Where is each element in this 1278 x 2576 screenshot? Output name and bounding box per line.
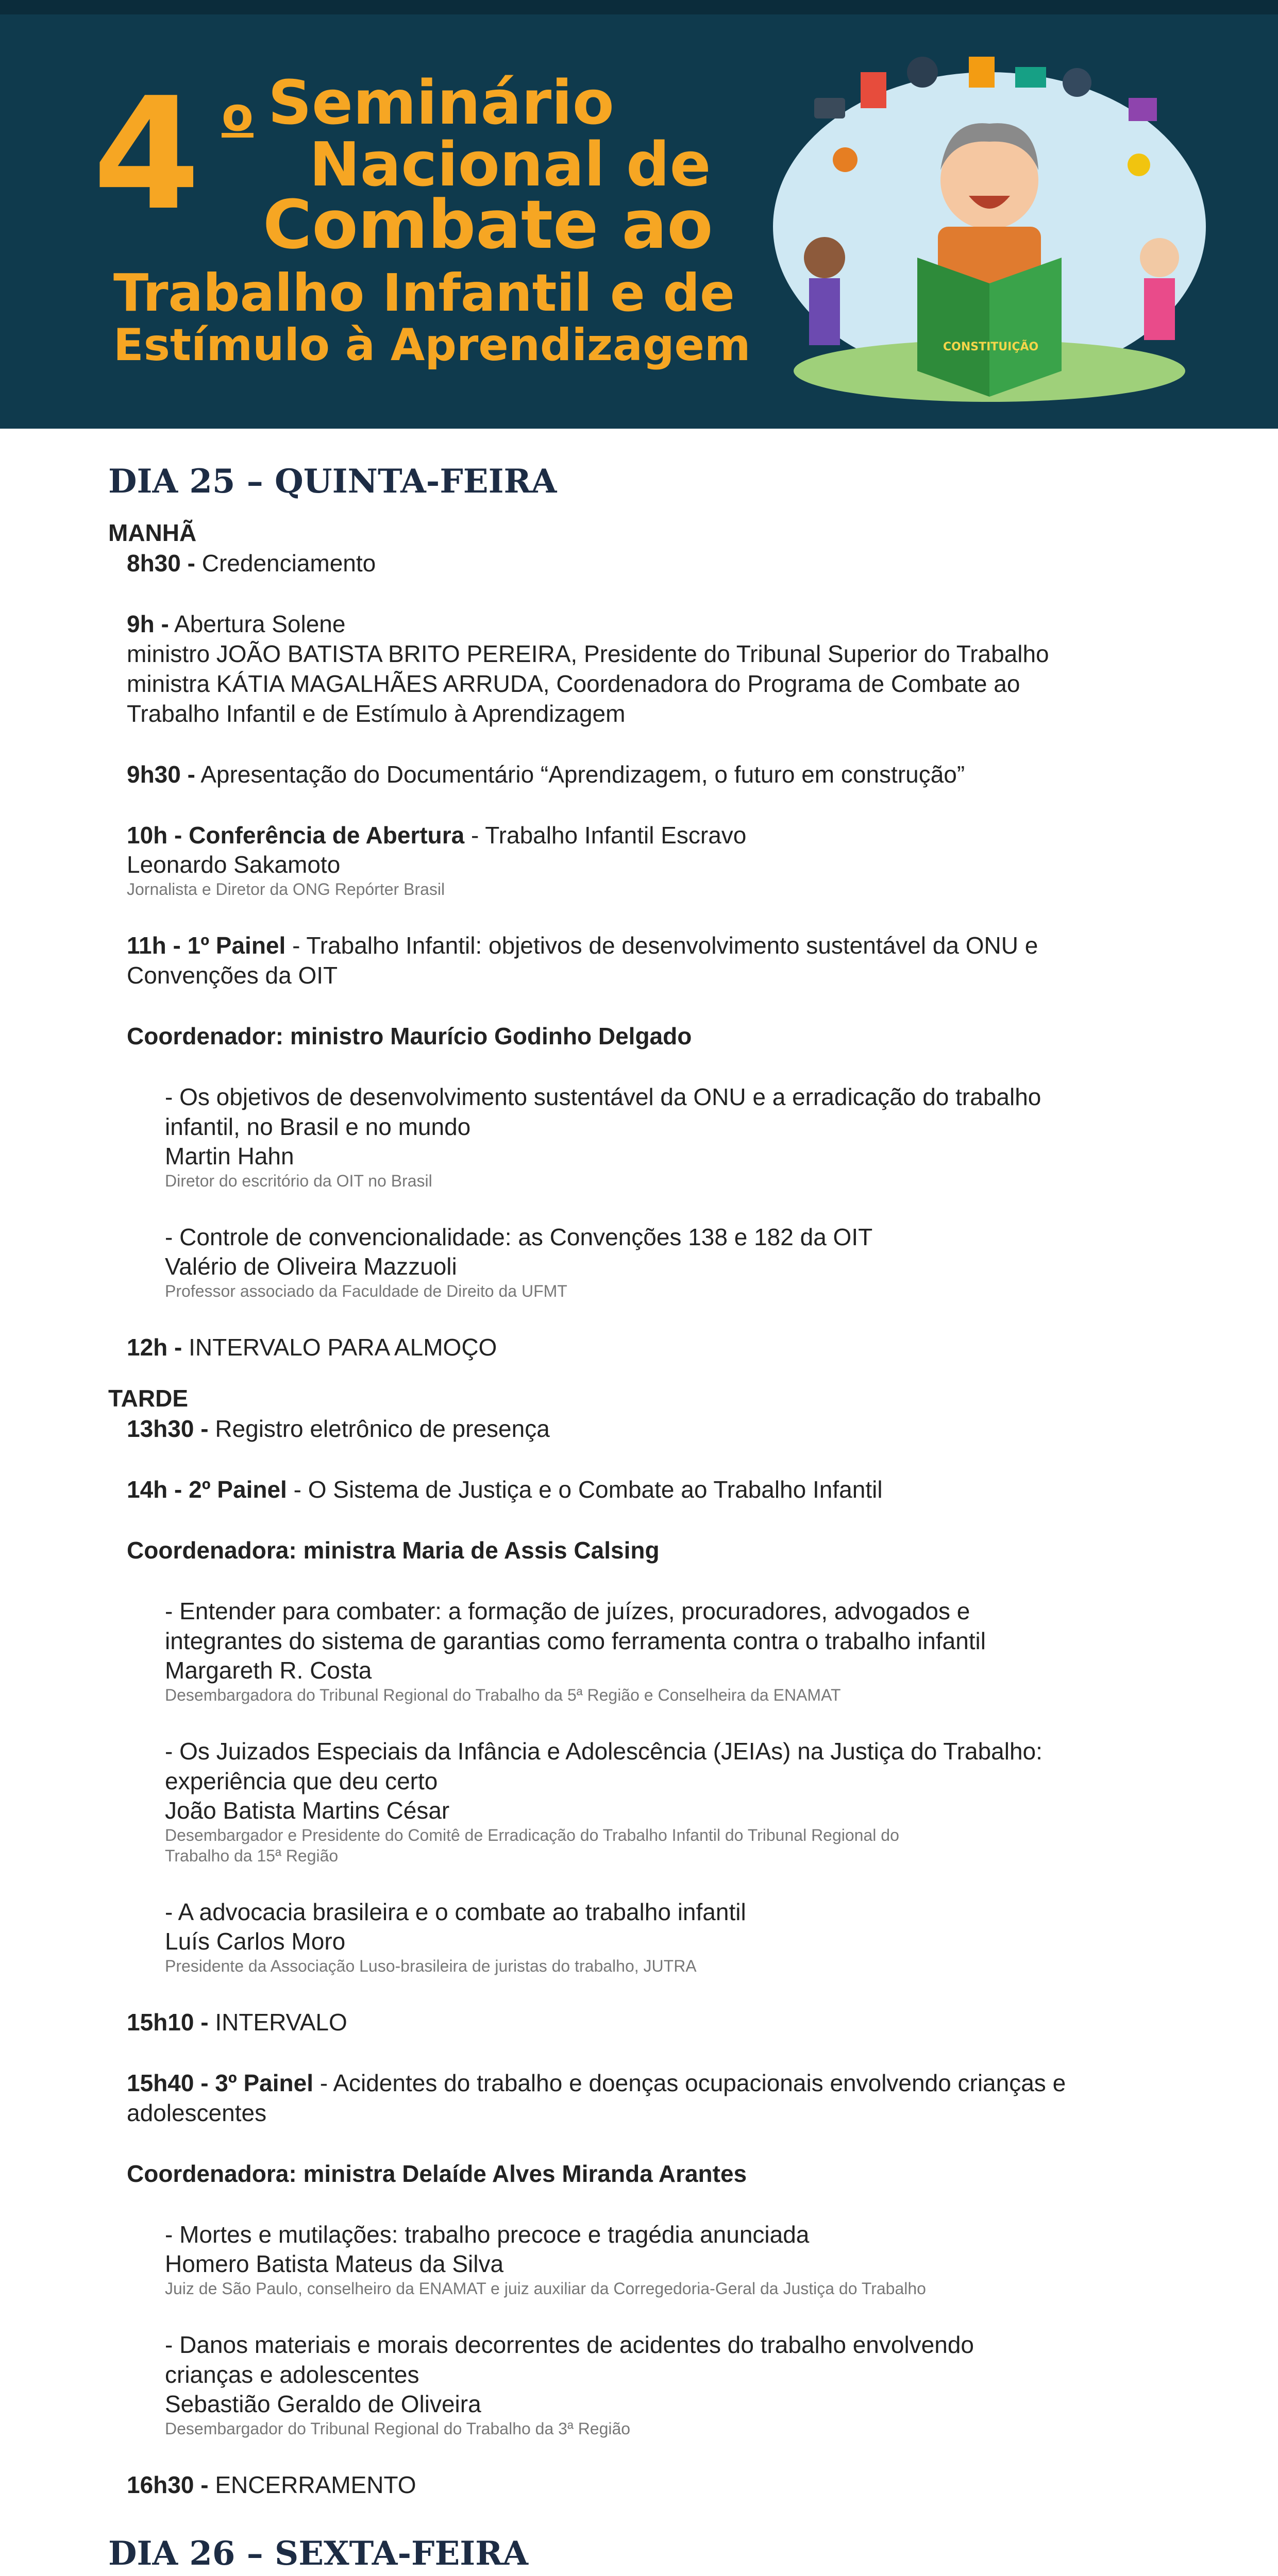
panel-coordinator: Coordenadora: ministra Maria de Assis Calsing [127, 1537, 660, 1564]
schedule-item: 10h - Conferência de Abertura - Trabalho Infantil Escravo Leonardo Sakamoto Jornalista e Diretor da ONG Repórter Brasil [127, 820, 1175, 900]
speaker-name: Homero Batista Mateus da Silva [165, 2250, 504, 2277]
talk-item: - Mortes e mutilações: trabalho precoce e tragédia anunciada Homero Batista Mateus da Silva Juiz de São Paulo, conselheiro da ENAMAT e juiz auxiliar da Corregedoria-Geral da Justiça do Trabalho [165, 2219, 1175, 2299]
pencil-icon [1128, 154, 1150, 176]
talk-item: - Entender para combater: a formação de juízes, procuradores, advogados e integrantes do sistema de garantias como ferramenta contra o trabalho infantil Margareth R. Costa Desembargadora do Tribunal Regional do Trabalho da 5ª Região e Conselheira da ENAMAT [165, 1596, 1175, 1705]
title-line-1: Seminário [268, 67, 614, 138]
day1-title: DIA 25 – QUINTA-FEIRA [108, 462, 557, 501]
speaker-role: Juiz de São Paulo, conselheiro da ENAMAT e juiz auxiliar da Corregedoria-Geral da Justiça do Trabalho [165, 2279, 926, 2298]
speaker-name: João Batista Martins César [165, 1797, 450, 1824]
girl-right-head [1140, 238, 1179, 277]
title-number: 4 [93, 64, 200, 244]
schedule-item: 13h30 - Registro eletrônico de presença [127, 1415, 550, 1442]
girl-left-head [804, 237, 845, 278]
speaker-role: Desembargador e Presidente do Comitê de Erradicação do Trabalho Infantil do Tribunal Regional do Trabalho da 15ª Região [165, 1826, 899, 1865]
ball-icon [833, 147, 857, 172]
day1-morning-label: MANHÃ [108, 519, 197, 546]
talk-item: - Danos materiais e morais decorrentes de acidentes do trabalho envolvendo crianças e adolescentes Sebastião Geraldo de Oliveira Desembargador do Tribunal Regional do Trabalho da 3ª Região [165, 2330, 1175, 2439]
title-line-3: Combate ao [263, 185, 713, 264]
speaker-name: Luís Carlos Moro [165, 1928, 346, 1955]
speaker-role: Jornalista e Diretor da ONG Repórter Brasil [127, 880, 445, 899]
schedule-item: 9h - Abertura Solene ministro JOÃO BATISTA BRITO PEREIRA, Presidente do Tribunal Superior do Trabalho ministra KÁTIA MAGALHÃES ARRUDA, Coordenadora do Programa de Combate ao Trabalho Infantil e de Estímulo à Aprendizagem [127, 611, 1049, 727]
bag-icon [1015, 67, 1046, 88]
schedule-item: 8h30 - Credenciamento [127, 550, 376, 577]
school-icon [1129, 98, 1157, 121]
schedule-item: 15h10 - INTERVALO [127, 2009, 347, 2036]
globe-icon [1063, 68, 1091, 97]
schedule-item: 11h - 1º Painel - Trabalho Infantil: objetivos de desenvolvimento sustentável da ONU e Convenções da OIT [127, 932, 1038, 989]
trophy-icon [969, 57, 995, 88]
day1-afternoon-label: TARDE [108, 1385, 189, 1412]
title-line-4: Trabalho Infantil e de [113, 263, 735, 323]
schedule-item: 9h30 - Apresentação do Documentário “Aprendizagem, o futuro em construção” [127, 761, 965, 788]
event-title [93, 57, 763, 376]
title-line-5: Estímulo à Aprendizagem [113, 319, 751, 371]
graduation-cap-icon [814, 98, 845, 118]
schedule-item: 15h40 - 3º Painel - Acidentes do trabalho e doenças ocupacionais envolvendo crianças e adolescentes [127, 2070, 1066, 2126]
header-stripe [0, 0, 1278, 14]
speaker-name: Martin Hahn [165, 1143, 294, 1170]
speaker-role: Desembargadora do Tribunal Regional do Trabalho da 5ª Região e Conselheira da ENAMAT [165, 1686, 841, 1704]
talk-item: - Controle de convencionalidade: as Convenções 138 e 182 da OIT Valério de Oliveira Mazzuoli Professor associado da Faculdade de Direito da UFMT [165, 1222, 1175, 1301]
speaker-role: Professor associado da Faculdade de Direito da UFMT [165, 1282, 567, 1300]
speaker-role: Desembargador do Tribunal Regional do Trabalho da 3ª Região [165, 2419, 631, 2438]
panel-coordinator: Coordenador: ministro Maurício Godinho Delgado [127, 1023, 692, 1049]
book-label: CONSTITUIÇÃO [943, 341, 1039, 353]
day2-title: DIA 26 – SEXTA-FEIRA [108, 2534, 528, 2573]
girl-right-body [1144, 278, 1175, 340]
children-illustration [768, 41, 1211, 402]
talk-item: - Os objetivos de desenvolvimento sustentável da ONU e a erradicação do trabalho infantil, no Brasil e no mundo Martin Hahn Diretor do escritório da OIT no Brasil [165, 1082, 1175, 1191]
schedule-item: 14h - 2º Painel - O Sistema de Justiça e o Combate ao Trabalho Infantil [127, 1476, 883, 1503]
title-line-2: Nacional de [309, 129, 711, 200]
speaker-role: Diretor do escritório da OIT no Brasil [165, 1172, 432, 1190]
panel-coordinator: Coordenadora: ministra Delaíde Alves Miranda Arantes [127, 2160, 747, 2187]
speaker-role: Presidente da Associação Luso-brasileira de juristas do trabalho, JUTRA [165, 1957, 697, 1975]
speaker-name: Sebastião Geraldo de Oliveira [165, 2391, 481, 2417]
talk-item: - A advocacia brasileira e o combate ao trabalho infantil Luís Carlos Moro Presidente da Associação Luso-brasileira de juristas do trabalho, JUTRA [165, 1897, 1175, 1976]
header-banner [0, 0, 1278, 429]
speaker-name: Valério de Oliveira Mazzuoli [165, 1253, 457, 1280]
program-content [108, 453, 1175, 2576]
clock-icon [907, 57, 938, 88]
talk-item: - Os Juizados Especiais da Infância e Adolescência (JEIAs) na Justiça do Trabalho: experiência que deu certo João Batista Martins César Desembargador e Presidente do Comitê de Erradicação do Trabalho Infantil do Tribunal Regional do Trabalho da 15ª Região [165, 1736, 1175, 1866]
book-icon [861, 72, 886, 108]
speaker-name: Leonardo Sakamoto [127, 851, 341, 878]
girl-left-body [809, 278, 840, 345]
schedule-item: 16h30 - ENCERRAMENTO [127, 2471, 416, 2498]
schedule-item: 12h - INTERVALO PARA ALMOÇO [127, 1334, 497, 1361]
speaker-name: Margareth R. Costa [165, 1657, 372, 1684]
title-ordinal: o [222, 88, 254, 142]
